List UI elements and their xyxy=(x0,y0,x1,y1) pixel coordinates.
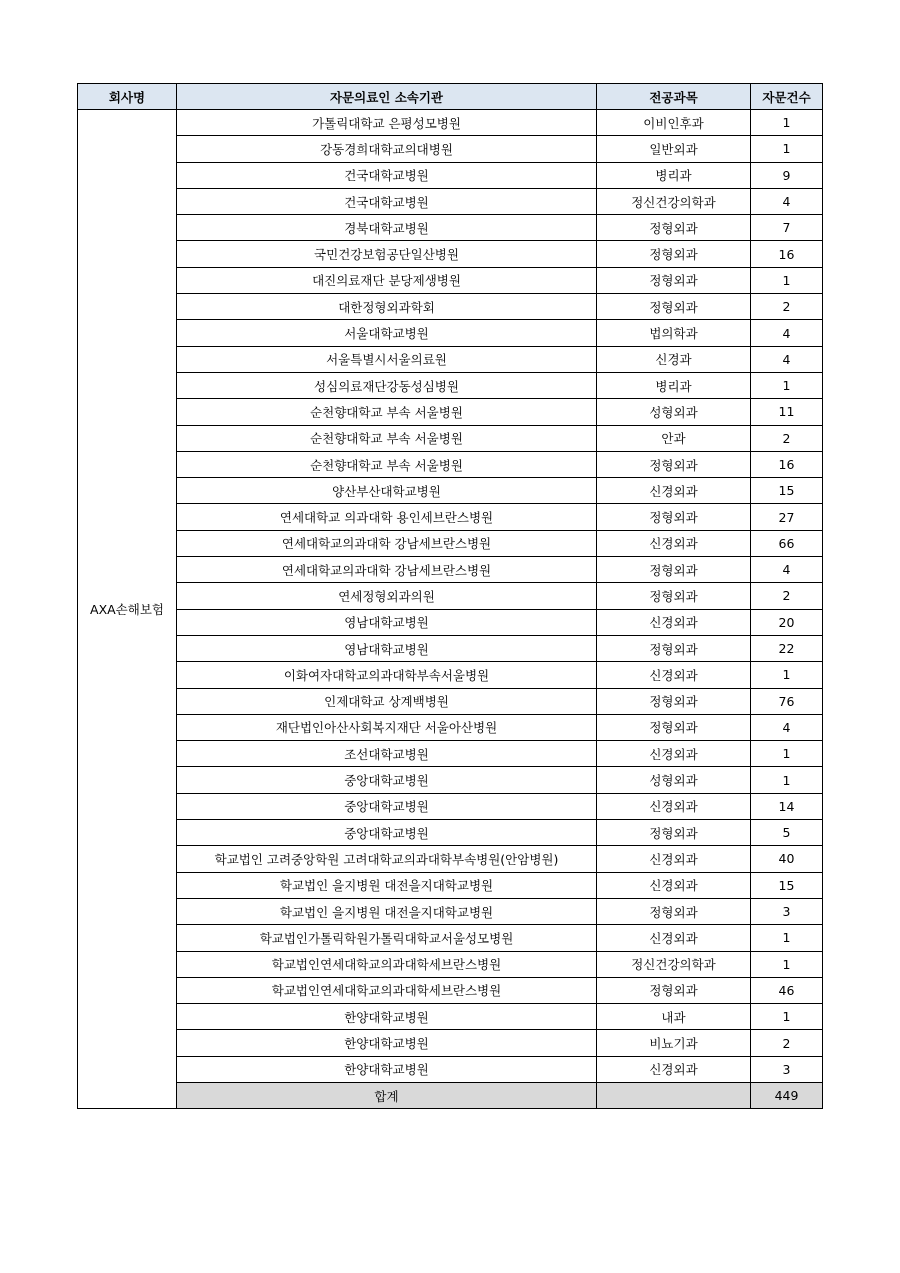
specialty-cell: 정형외과 xyxy=(597,820,751,846)
specialty-cell: 정형외과 xyxy=(597,583,751,609)
table-row xyxy=(78,188,823,214)
table-row xyxy=(78,162,823,188)
institution-cell: 학교법인 을지병원 대전을지대학교병원 xyxy=(177,898,597,924)
table-row xyxy=(78,241,823,267)
specialty-cell: 정형외과 xyxy=(597,635,751,661)
specialty-cell: 정형외과 xyxy=(597,714,751,740)
count-cell: 66 xyxy=(751,530,823,556)
table-row xyxy=(78,346,823,372)
institution-cell: 중앙대학교병원 xyxy=(177,820,597,846)
total-row xyxy=(78,1082,823,1108)
institution-cell: 연세정형외과의원 xyxy=(177,583,597,609)
table-row xyxy=(78,793,823,819)
count-cell: 4 xyxy=(751,714,823,740)
count-cell: 3 xyxy=(751,898,823,924)
table-row xyxy=(78,425,823,451)
count-cell: 15 xyxy=(751,478,823,504)
institution-cell: 순천향대학교 부속 서울병원 xyxy=(177,451,597,477)
total-label: 합계 xyxy=(177,1082,597,1108)
institution-cell: 학교법인 을지병원 대전을지대학교병원 xyxy=(177,872,597,898)
count-cell: 16 xyxy=(751,451,823,477)
specialty-cell: 성형외과 xyxy=(597,767,751,793)
specialty-cell: 병리과 xyxy=(597,372,751,398)
institution-cell: 연세대학교 의과대학 용인세브란스병원 xyxy=(177,504,597,530)
header-institution: 자문의료인 소속기관 xyxy=(177,84,597,110)
institution-cell: 한양대학교병원 xyxy=(177,1004,597,1030)
count-cell: 46 xyxy=(751,977,823,1003)
count-cell: 1 xyxy=(751,925,823,951)
table-row xyxy=(78,267,823,293)
institution-cell: 대진의료재단 분당제생병원 xyxy=(177,267,597,293)
table-row xyxy=(78,530,823,556)
total-count: 449 xyxy=(751,1082,823,1108)
count-cell: 1 xyxy=(751,662,823,688)
specialty-cell: 병리과 xyxy=(597,162,751,188)
institution-cell: 강동경희대학교의대병원 xyxy=(177,136,597,162)
table-row xyxy=(78,478,823,504)
company-cell: AXA손해보험 xyxy=(78,110,177,1109)
table-row xyxy=(78,1056,823,1082)
institution-cell: 학교법인연세대학교의과대학세브란스병원 xyxy=(177,951,597,977)
specialty-cell: 정형외과 xyxy=(597,215,751,241)
count-cell: 1 xyxy=(751,741,823,767)
count-cell: 1 xyxy=(751,767,823,793)
specialty-cell: 정형외과 xyxy=(597,977,751,1003)
table-row xyxy=(78,504,823,530)
count-cell: 22 xyxy=(751,635,823,661)
specialty-cell: 정신건강의학과 xyxy=(597,951,751,977)
consultation-table xyxy=(77,83,823,1109)
institution-cell: 조선대학교병원 xyxy=(177,741,597,767)
institution-cell: 학교법인연세대학교의과대학세브란스병원 xyxy=(177,977,597,1003)
table-row xyxy=(78,320,823,346)
count-cell: 1 xyxy=(751,951,823,977)
count-cell: 2 xyxy=(751,1030,823,1056)
count-cell: 14 xyxy=(751,793,823,819)
count-cell: 9 xyxy=(751,162,823,188)
institution-cell: 연세대학교의과대학 강남세브란스병원 xyxy=(177,557,597,583)
table-row xyxy=(78,767,823,793)
institution-cell: 학교법인가톨릭학원가톨릭대학교서울성모병원 xyxy=(177,925,597,951)
count-cell: 4 xyxy=(751,188,823,214)
table-row xyxy=(78,846,823,872)
specialty-cell: 신경외과 xyxy=(597,793,751,819)
count-cell: 1 xyxy=(751,267,823,293)
count-cell: 20 xyxy=(751,609,823,635)
specialty-cell: 일반외과 xyxy=(597,136,751,162)
institution-cell: 국민건강보험공단일산병원 xyxy=(177,241,597,267)
institution-cell: 서울대학교병원 xyxy=(177,320,597,346)
table-body xyxy=(78,110,823,1109)
institution-cell: 대한정형외과학회 xyxy=(177,294,597,320)
specialty-cell: 신경외과 xyxy=(597,741,751,767)
specialty-cell: 신경외과 xyxy=(597,478,751,504)
count-cell: 7 xyxy=(751,215,823,241)
count-cell: 1 xyxy=(751,1004,823,1030)
institution-cell: 중앙대학교병원 xyxy=(177,793,597,819)
count-cell: 2 xyxy=(751,294,823,320)
institution-cell: 중앙대학교병원 xyxy=(177,767,597,793)
table-row xyxy=(78,662,823,688)
count-cell: 2 xyxy=(751,425,823,451)
table-row xyxy=(78,557,823,583)
table-row xyxy=(78,136,823,162)
specialty-cell: 성형외과 xyxy=(597,399,751,425)
institution-cell: 한양대학교병원 xyxy=(177,1056,597,1082)
institution-cell: 순천향대학교 부속 서울병원 xyxy=(177,425,597,451)
table-row xyxy=(78,294,823,320)
institution-cell: 순천향대학교 부속 서울병원 xyxy=(177,399,597,425)
table-row xyxy=(78,714,823,740)
table-row xyxy=(78,872,823,898)
specialty-cell: 법의학과 xyxy=(597,320,751,346)
table-row xyxy=(78,583,823,609)
specialty-cell: 신경외과 xyxy=(597,872,751,898)
count-cell: 40 xyxy=(751,846,823,872)
institution-cell: 이화여자대학교의과대학부속서울병원 xyxy=(177,662,597,688)
table-row xyxy=(78,977,823,1003)
specialty-cell: 신경외과 xyxy=(597,1056,751,1082)
count-cell: 76 xyxy=(751,688,823,714)
table-row xyxy=(78,820,823,846)
count-cell: 5 xyxy=(751,820,823,846)
specialty-cell: 안과 xyxy=(597,425,751,451)
institution-cell: 건국대학교병원 xyxy=(177,188,597,214)
institution-cell: 가톨릭대학교 은평성모병원 xyxy=(177,110,597,136)
specialty-cell: 정신건강의학과 xyxy=(597,188,751,214)
header-row xyxy=(78,84,823,110)
institution-cell: 한양대학교병원 xyxy=(177,1030,597,1056)
header-count: 자문건수 xyxy=(751,84,823,110)
count-cell: 1 xyxy=(751,136,823,162)
header-company: 회사명 xyxy=(78,84,177,110)
institution-cell: 인제대학교 상계백병원 xyxy=(177,688,597,714)
specialty-cell: 정형외과 xyxy=(597,898,751,924)
institution-cell: 영남대학교병원 xyxy=(177,635,597,661)
institution-cell: 경북대학교병원 xyxy=(177,215,597,241)
specialty-cell: 정형외과 xyxy=(597,241,751,267)
table-row xyxy=(78,635,823,661)
institution-cell: 건국대학교병원 xyxy=(177,162,597,188)
total-specialty-empty xyxy=(597,1082,751,1108)
specialty-cell: 정형외과 xyxy=(597,294,751,320)
count-cell: 1 xyxy=(751,372,823,398)
table-row xyxy=(78,1030,823,1056)
specialty-cell: 정형외과 xyxy=(597,688,751,714)
table-row xyxy=(78,609,823,635)
specialty-cell: 신경외과 xyxy=(597,925,751,951)
table-row xyxy=(78,110,823,136)
specialty-cell: 정형외과 xyxy=(597,504,751,530)
table-row xyxy=(78,451,823,477)
specialty-cell: 신경외과 xyxy=(597,530,751,556)
institution-cell: 연세대학교의과대학 강남세브란스병원 xyxy=(177,530,597,556)
count-cell: 4 xyxy=(751,320,823,346)
table-row xyxy=(78,741,823,767)
specialty-cell: 신경외과 xyxy=(597,846,751,872)
table-row xyxy=(78,215,823,241)
specialty-cell: 이비인후과 xyxy=(597,110,751,136)
specialty-cell: 정형외과 xyxy=(597,451,751,477)
count-cell: 4 xyxy=(751,557,823,583)
institution-cell: 재단법인아산사회복지재단 서울아산병원 xyxy=(177,714,597,740)
institution-cell: 영남대학교병원 xyxy=(177,609,597,635)
count-cell: 15 xyxy=(751,872,823,898)
specialty-cell: 신경외과 xyxy=(597,609,751,635)
count-cell: 4 xyxy=(751,346,823,372)
header-specialty: 전공과목 xyxy=(597,84,751,110)
specialty-cell: 신경외과 xyxy=(597,662,751,688)
table-row xyxy=(78,925,823,951)
institution-cell: 서울특별시서울의료원 xyxy=(177,346,597,372)
specialty-cell: 신경과 xyxy=(597,346,751,372)
count-cell: 27 xyxy=(751,504,823,530)
specialty-cell: 비뇨기과 xyxy=(597,1030,751,1056)
count-cell: 2 xyxy=(751,583,823,609)
table-row xyxy=(78,1004,823,1030)
count-cell: 3 xyxy=(751,1056,823,1082)
institution-cell: 성심의료재단강동성심병원 xyxy=(177,372,597,398)
table-row xyxy=(78,688,823,714)
specialty-cell: 정형외과 xyxy=(597,557,751,583)
count-cell: 1 xyxy=(751,110,823,136)
institution-cell: 양산부산대학교병원 xyxy=(177,478,597,504)
count-cell: 11 xyxy=(751,399,823,425)
specialty-cell: 내과 xyxy=(597,1004,751,1030)
table-row xyxy=(78,399,823,425)
table-row xyxy=(78,372,823,398)
table-row xyxy=(78,951,823,977)
count-cell: 16 xyxy=(751,241,823,267)
specialty-cell: 정형외과 xyxy=(597,267,751,293)
table-row xyxy=(78,898,823,924)
institution-cell: 학교법인 고려중앙학원 고려대학교의과대학부속병원(안암병원) xyxy=(177,846,597,872)
